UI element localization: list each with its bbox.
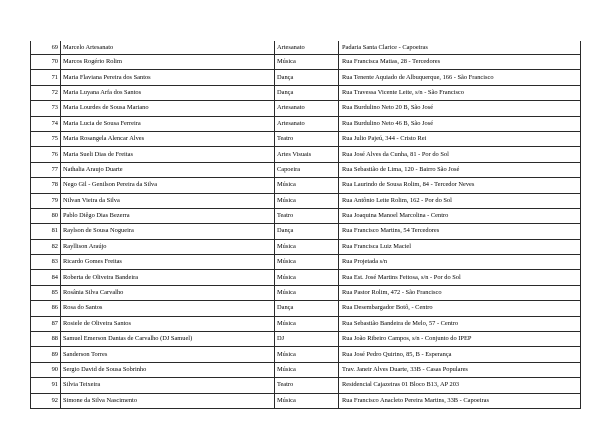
artistic-area-cell: Música bbox=[275, 285, 339, 300]
artistic-area-cell: Capoeira bbox=[275, 162, 339, 177]
artist-name-cell: Rosiele de Oliveira Santos bbox=[61, 316, 275, 331]
artistic-area-cell: Teatro bbox=[275, 378, 339, 393]
address-cell: Rua Julio Pajeú, 344 - Cristo Rei bbox=[339, 131, 581, 146]
artistic-area-cell: Música bbox=[275, 239, 339, 254]
row-number-cell: 77 bbox=[31, 162, 61, 177]
row-number-cell: 84 bbox=[31, 270, 61, 285]
table-row bbox=[31, 41, 581, 55]
table-row bbox=[31, 101, 581, 116]
address-cell: Rua Francisco Anacleto Pereira Martins, 33B - Capoeiras bbox=[339, 393, 581, 408]
row-number-cell: 85 bbox=[31, 285, 61, 300]
artistic-area-cell: Artesanato bbox=[275, 101, 339, 116]
table-row bbox=[31, 178, 581, 193]
artist-name-cell: Samuel Emerson Dantas de Carvalho (DJ Samuel) bbox=[61, 332, 275, 347]
row-number-cell: 86 bbox=[31, 301, 61, 316]
row-number-cell: 83 bbox=[31, 255, 61, 270]
artistic-area-cell: Música bbox=[275, 393, 339, 408]
artistic-area-cell: Música bbox=[275, 193, 339, 208]
table-row bbox=[31, 270, 581, 285]
artist-name-cell: Maria Sueli Dias de Freitas bbox=[61, 147, 275, 162]
artist-name-cell: Simone da Silva Nascimento bbox=[61, 393, 275, 408]
address-cell: Residencial Cajazeiras 01 Bloco B13, AP 203 bbox=[339, 378, 581, 393]
table-row bbox=[31, 131, 581, 146]
row-number-cell: 74 bbox=[31, 116, 61, 131]
table-row bbox=[31, 362, 581, 377]
table-row bbox=[31, 162, 581, 177]
table-row bbox=[31, 193, 581, 208]
row-number-cell: 90 bbox=[31, 362, 61, 377]
address-cell: Trav. Janeir Alves Duarte, 33B - Casas Populares bbox=[339, 362, 581, 377]
artist-name-cell: Rosânia Silva Carvalho bbox=[61, 285, 275, 300]
row-number-cell: 82 bbox=[31, 239, 61, 254]
row-number-cell: 91 bbox=[31, 378, 61, 393]
table-row bbox=[31, 255, 581, 270]
table-row bbox=[31, 208, 581, 223]
table-row bbox=[31, 55, 581, 70]
artist-name-cell: Roberta de Oliveira Bandeira bbox=[61, 270, 275, 285]
table-row bbox=[31, 239, 581, 254]
artist-name-cell: Marcelo Artesanato bbox=[61, 41, 275, 55]
row-number-cell: 73 bbox=[31, 101, 61, 116]
table-row bbox=[31, 332, 581, 347]
table-row bbox=[31, 147, 581, 162]
artistic-area-cell: Artes Visuais bbox=[275, 147, 339, 162]
artistic-area-cell: Música bbox=[275, 316, 339, 331]
artistic-area-cell: Música bbox=[275, 347, 339, 362]
artistic-area-cell: Música bbox=[275, 270, 339, 285]
row-number-cell: 79 bbox=[31, 193, 61, 208]
roster-table-body bbox=[31, 41, 581, 408]
artistic-area-cell: Teatro bbox=[275, 131, 339, 146]
row-number-cell: 69 bbox=[31, 41, 61, 55]
artist-name-cell: Silvia Teixeira bbox=[61, 378, 275, 393]
row-number-cell: 92 bbox=[31, 393, 61, 408]
artistic-area-cell: DJ bbox=[275, 332, 339, 347]
address-cell: Rua Tenente Aquiado de Albuquerque, 166 - São Francisco bbox=[339, 70, 581, 85]
address-cell: Padaria Santa Clarice - Capoeiras bbox=[339, 41, 581, 55]
address-cell: Rua Joaquina Manoel Marcolina - Centro bbox=[339, 208, 581, 223]
artist-roster-table bbox=[30, 41, 581, 409]
table-row bbox=[31, 378, 581, 393]
artistic-area-cell: Dança bbox=[275, 85, 339, 100]
address-cell: Rua Burdulino Neto 46 B, São José bbox=[339, 116, 581, 131]
artist-name-cell: Maria Lourdes de Sousa Mariano bbox=[61, 101, 275, 116]
row-number-cell: 70 bbox=[31, 55, 61, 70]
artist-name-cell: Maria Flaviana Pereira dos Santos bbox=[61, 70, 275, 85]
address-cell: Rua José Alves da Cunha, 81 - Por do Sol bbox=[339, 147, 581, 162]
row-number-cell: 88 bbox=[31, 332, 61, 347]
address-cell: Rua Francisca Luiz Maciel bbox=[339, 239, 581, 254]
address-cell: Rua Projetada s/n bbox=[339, 255, 581, 270]
table-row bbox=[31, 70, 581, 85]
artist-name-cell: Maria Rosangela Alencar Alves bbox=[61, 131, 275, 146]
table-row bbox=[31, 347, 581, 362]
artistic-area-cell: Música bbox=[275, 55, 339, 70]
address-cell: Rua Francisca Matias, 28 - Tercedores bbox=[339, 55, 581, 70]
table-row bbox=[31, 393, 581, 408]
artistic-area-cell: Música bbox=[275, 178, 339, 193]
artist-name-cell: Ricardo Gomes Freitas bbox=[61, 255, 275, 270]
address-cell: Rua Sebastião Bandeira de Melo, 57 - Centro bbox=[339, 316, 581, 331]
artist-name-cell: Nego Gil - Genilson Pereira da Silva bbox=[61, 178, 275, 193]
artistic-area-cell: Artesanato bbox=[275, 116, 339, 131]
address-cell: Rua Desembargador Botô, - Centro bbox=[339, 301, 581, 316]
address-cell: Rua Sebastião de Lima, 120 - Bairro São José bbox=[339, 162, 581, 177]
artist-name-cell: Sanderson Torres bbox=[61, 347, 275, 362]
artist-name-cell: Maria Luyana Arfa dos Santos bbox=[61, 85, 275, 100]
artistic-area-cell: Dança bbox=[275, 70, 339, 85]
artistic-area-cell: Artesanato bbox=[275, 41, 339, 55]
address-cell: Rua José Pedro Quirino, 85, B - Esperança bbox=[339, 347, 581, 362]
artist-name-cell: Rayllison Araújo bbox=[61, 239, 275, 254]
artist-name-cell: Nilvan Vieira da Silva bbox=[61, 193, 275, 208]
artistic-area-cell: Música bbox=[275, 255, 339, 270]
address-cell: Rua Est. José Martins Feitosa, s/n - Por do Sol bbox=[339, 270, 581, 285]
table-row bbox=[31, 116, 581, 131]
artistic-area-cell: Dança bbox=[275, 224, 339, 239]
address-cell: Rua Antônio Leite Rolim, 162 - Por do Sol bbox=[339, 193, 581, 208]
row-number-cell: 78 bbox=[31, 178, 61, 193]
row-number-cell: 89 bbox=[31, 347, 61, 362]
row-number-cell: 72 bbox=[31, 85, 61, 100]
table-row bbox=[31, 316, 581, 331]
row-number-cell: 80 bbox=[31, 208, 61, 223]
artistic-area-cell: Música bbox=[275, 362, 339, 377]
table-row bbox=[31, 85, 581, 100]
table-row bbox=[31, 224, 581, 239]
row-number-cell: 87 bbox=[31, 316, 61, 331]
artist-name-cell: Sergio David de Sousa Sobrinho bbox=[61, 362, 275, 377]
artist-name-cell: Marcos Rogério Rolim bbox=[61, 55, 275, 70]
artistic-area-cell: Teatro bbox=[275, 208, 339, 223]
address-cell: Rua Francisco Martins, 54 Tercedores bbox=[339, 224, 581, 239]
artist-name-cell: Raylson de Sousa Nogueira bbox=[61, 224, 275, 239]
row-number-cell: 76 bbox=[31, 147, 61, 162]
row-number-cell: 71 bbox=[31, 70, 61, 85]
row-number-cell: 81 bbox=[31, 224, 61, 239]
artist-name-cell: Pablo Diêgo Dias Bezerra bbox=[61, 208, 275, 223]
address-cell: Rua Travessa Vicente Leite, s/n - São Francisco bbox=[339, 85, 581, 100]
artistic-area-cell: Dança bbox=[275, 301, 339, 316]
address-cell: Rua Pastor Rolim, 472 - São Francisco bbox=[339, 285, 581, 300]
table-row bbox=[31, 285, 581, 300]
table-row bbox=[31, 301, 581, 316]
address-cell: Rua Burdulino Neto 20 B, São José bbox=[339, 101, 581, 116]
artist-name-cell: Rosa do Santos bbox=[61, 301, 275, 316]
artist-name-cell: Nathalia Araujo Duarte bbox=[61, 162, 275, 177]
row-number-cell: 75 bbox=[31, 131, 61, 146]
address-cell: Rua João Ribeiro Campos, s/n - Conjunto do IPEP bbox=[339, 332, 581, 347]
address-cell: Rua Laurindo de Sousa Rolim, 84 - Tercedor Neves bbox=[339, 178, 581, 193]
artist-name-cell: Maria Lucia de Sousa Ferreira bbox=[61, 116, 275, 131]
